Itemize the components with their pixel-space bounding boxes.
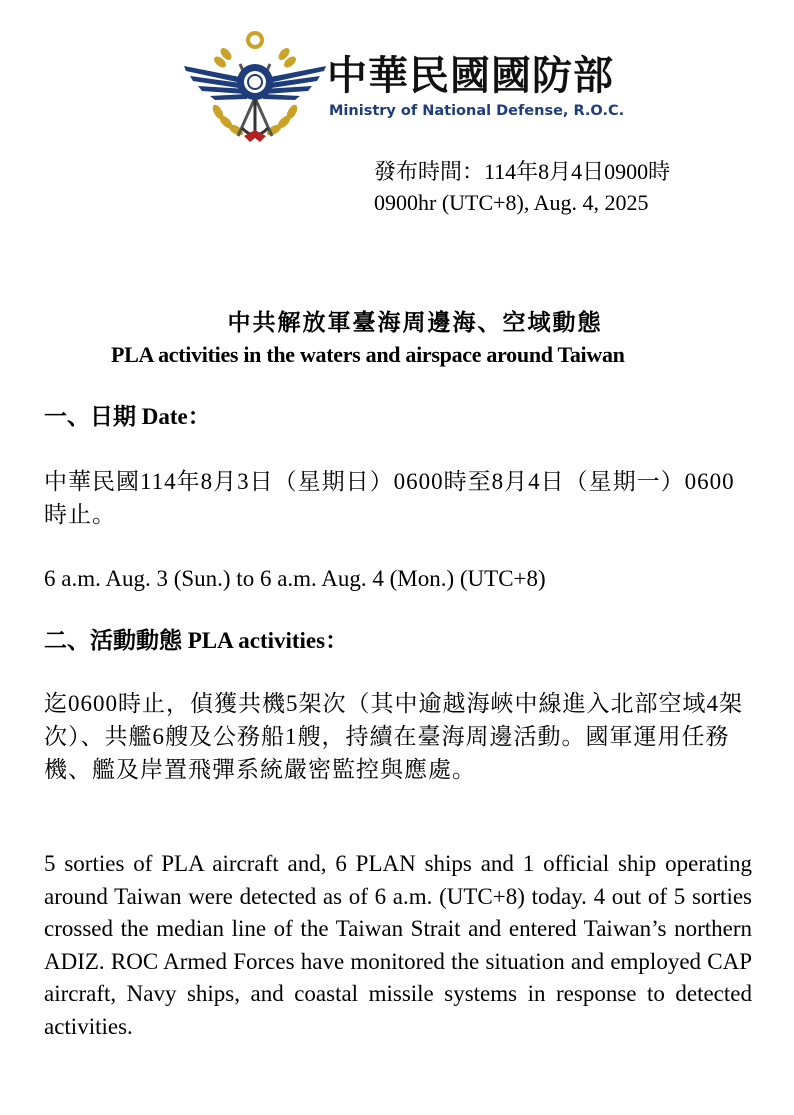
section-heading-activities: 二、活動動態 PLA activities： <box>44 628 349 653</box>
mnd-emblem-icon <box>180 24 330 144</box>
page-title-en: PLA activities in the waters and airspace around Taiwan <box>111 342 625 367</box>
section-heading-date: 一、日期 Date： <box>44 404 211 429</box>
date-paragraph-zh: 中華民國114年8月3日（星期日）0600時至8月4日（星期一）0600時止。 <box>44 469 735 527</box>
org-name-zh: 中華民國國防部 <box>327 53 614 99</box>
activities-paragraph-zh: 迄0600時止，偵獲共機5架次（其中逾越海峽中線進入北部空域4架次）、共艦6艘及公務船1艘，持續在臺海周邊活動。國軍運用任務機、艦及岸置飛彈系統嚴密監控與應處。 <box>44 691 743 782</box>
release-time-zh: 發布時間：114年8月4日0900時 <box>374 159 671 184</box>
release-time-en: 0900hr (UTC+8), Aug. 4, 2025 <box>374 190 649 215</box>
date-paragraph-en: 6 a.m. Aug. 3 (Sun.) to 6 a.m. Aug. 4 (Mon.) (UTC+8) <box>44 566 546 591</box>
org-name-en: Ministry of National Defense, R.O.C. <box>329 103 625 119</box>
activities-paragraph-en: 5 sorties of PLA aircraft and, 6 PLAN ships and 1 official ship operating around Taiwan were detected as of 6 a.m. (UTC+8) today. 4 out of 5 sorties crossed the median line of the Taiwan Strait and entered Taiwan’s northern ADIZ. ROC Armed Forces have monitored the situation and employed CAP aircraft, Navy ships, and coastal missile systems in response to detected activities. <box>44 851 752 1039</box>
page-title-zh: 中共解放軍臺海周邊海、空域動態 <box>227 310 603 335</box>
release-time <box>374 156 670 218</box>
